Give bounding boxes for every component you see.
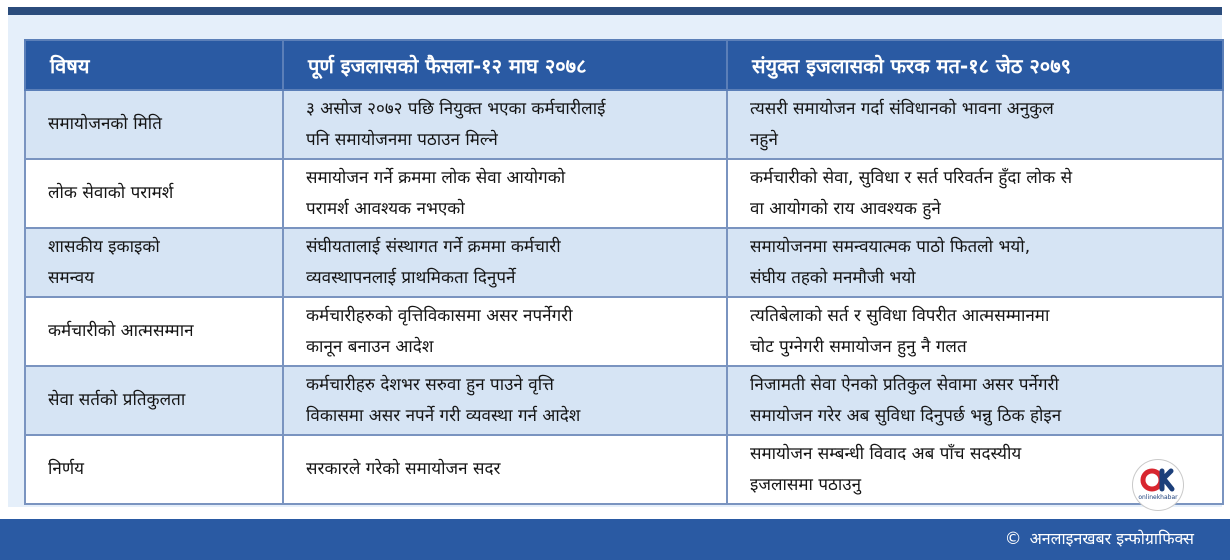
- full-bench-cell: [283, 297, 727, 366]
- cell-line: संघीय तहको मनमौजी भयो: [750, 267, 916, 288]
- cell-line: समायोजन गर्ने क्रममा लोक सेवा आयोगको: [306, 167, 566, 188]
- cell-line: समायोजन गरेर अब सुविधा दिनुपर्छ भन्नु ठिक होइन: [750, 405, 1062, 426]
- cell-line: सेवा सर्तको प्रतिकुलता: [48, 390, 186, 410]
- full-bench-cell: [283, 435, 727, 504]
- cell-line: ३ असोज २०७२ पछि नियुक्त भएका कर्मचारीलाई: [306, 98, 606, 119]
- joint-bench-cell: [727, 159, 1223, 228]
- cell-line: वा आयोगको राय आवश्यक हुने: [750, 198, 941, 219]
- logo-wordmark: onlinekhabar: [1138, 494, 1178, 501]
- topic-cell: [25, 90, 283, 159]
- cell-line: समन्वय: [48, 267, 95, 288]
- comparison-table: [24, 39, 1224, 505]
- footer-credit: [1005, 529, 1194, 549]
- full-bench-cell: [283, 366, 727, 435]
- header-subject: विषय: [25, 40, 283, 90]
- table-row: [25, 90, 1223, 159]
- table-row: [25, 297, 1223, 366]
- cell-line: त्यसरी समायोजन गर्दा संविधानको भावना अनुकुल: [750, 98, 1054, 119]
- credit-text: अनलाइनखबर इन्फोग्राफिक्स: [1029, 529, 1194, 548]
- cell-line: परामर्श आवश्यक नभएको: [306, 198, 465, 219]
- copyright-icon: ©: [1004, 529, 1022, 549]
- onlinekhabar-logo: [1133, 460, 1183, 510]
- joint-bench-cell: [727, 366, 1223, 435]
- cell-line: समायोजनमा समन्वयात्मक पाठो फितलो भयो,: [750, 236, 1031, 257]
- ok-logo-icon: [1133, 460, 1183, 510]
- full-bench-cell: [283, 228, 727, 297]
- table-row: [25, 366, 1223, 435]
- cell-line: संघीयतालाई संस्थागत गर्ने क्रममा कर्मचारी: [306, 236, 561, 257]
- cell-line: कर्मचारीहरुको वृत्तिविकासमा असर नपर्नेगरी: [306, 305, 573, 326]
- cell-line: कर्मचारीहरु देशभर सरुवा हुन पाउने वृत्ति: [306, 374, 554, 395]
- cell-line: व्यवस्थापनलाई प्राथमिकता दिनुपर्ने: [306, 267, 516, 288]
- topic-cell: [25, 435, 283, 504]
- infographic-frame: [8, 7, 1222, 507]
- cell-line: नहुने: [750, 129, 778, 150]
- topic-cell: [25, 228, 283, 297]
- table-row: [25, 159, 1223, 228]
- cell-line: पनि समायोजनमा पठाउन मिल्ने: [306, 129, 498, 150]
- topic-cell: [25, 159, 283, 228]
- table-row: [25, 435, 1223, 504]
- cell-line: निजामती सेवा ऐनको प्रतिकुल सेवामा असर पर्नेगरी: [750, 374, 1059, 395]
- header-full-bench: पूर्ण इजलासको फैसला-१२ माघ २०७८: [283, 40, 727, 90]
- cell-line: कर्मचारीको आत्मसम्मान: [48, 321, 194, 341]
- topic-cell: [25, 366, 283, 435]
- cell-line: चोट पुग्नेगरी समायोजन हुनु नै गलत: [750, 336, 967, 357]
- cell-line: विकासमा असर नपर्ने गरी व्यवस्था गर्न आदेश: [306, 405, 581, 426]
- cell-line: निर्णय: [48, 459, 84, 479]
- cell-line: सरकारले गरेको समायोजन सदर: [306, 459, 501, 479]
- table-row: [25, 228, 1223, 297]
- header-joint-bench: संयुक्त इजलासको फरक मत-१८ जेठ २०७९: [727, 40, 1223, 90]
- footer-bar: [0, 519, 1230, 560]
- cell-line: शासकीय इकाइको: [48, 236, 160, 257]
- cell-line: कर्मचारीको सेवा, सुविधा र सर्त परिवर्तन हुँदा लोक से: [750, 167, 1073, 188]
- cell-line: त्यतिबेलाको सर्त र सुविधा विपरीत आत्मसम्मानमा: [750, 305, 1050, 326]
- full-bench-cell: [283, 90, 727, 159]
- table-header-row: [25, 40, 1223, 90]
- cell-line: लोक सेवाको परामर्श: [48, 183, 174, 203]
- cell-line: इजलासमा पठाउनु: [750, 474, 862, 495]
- full-bench-cell: [283, 159, 727, 228]
- joint-bench-cell: [727, 90, 1223, 159]
- topic-cell: [25, 297, 283, 366]
- cell-line: कानून बनाउन आदेश: [306, 336, 434, 357]
- cell-line: समायोजन सम्बन्धी विवाद अब पाँच सदस्यीय: [750, 443, 1022, 464]
- joint-bench-cell: [727, 297, 1223, 366]
- joint-bench-cell: [727, 228, 1223, 297]
- cell-line: समायोजनको मिति: [48, 114, 162, 134]
